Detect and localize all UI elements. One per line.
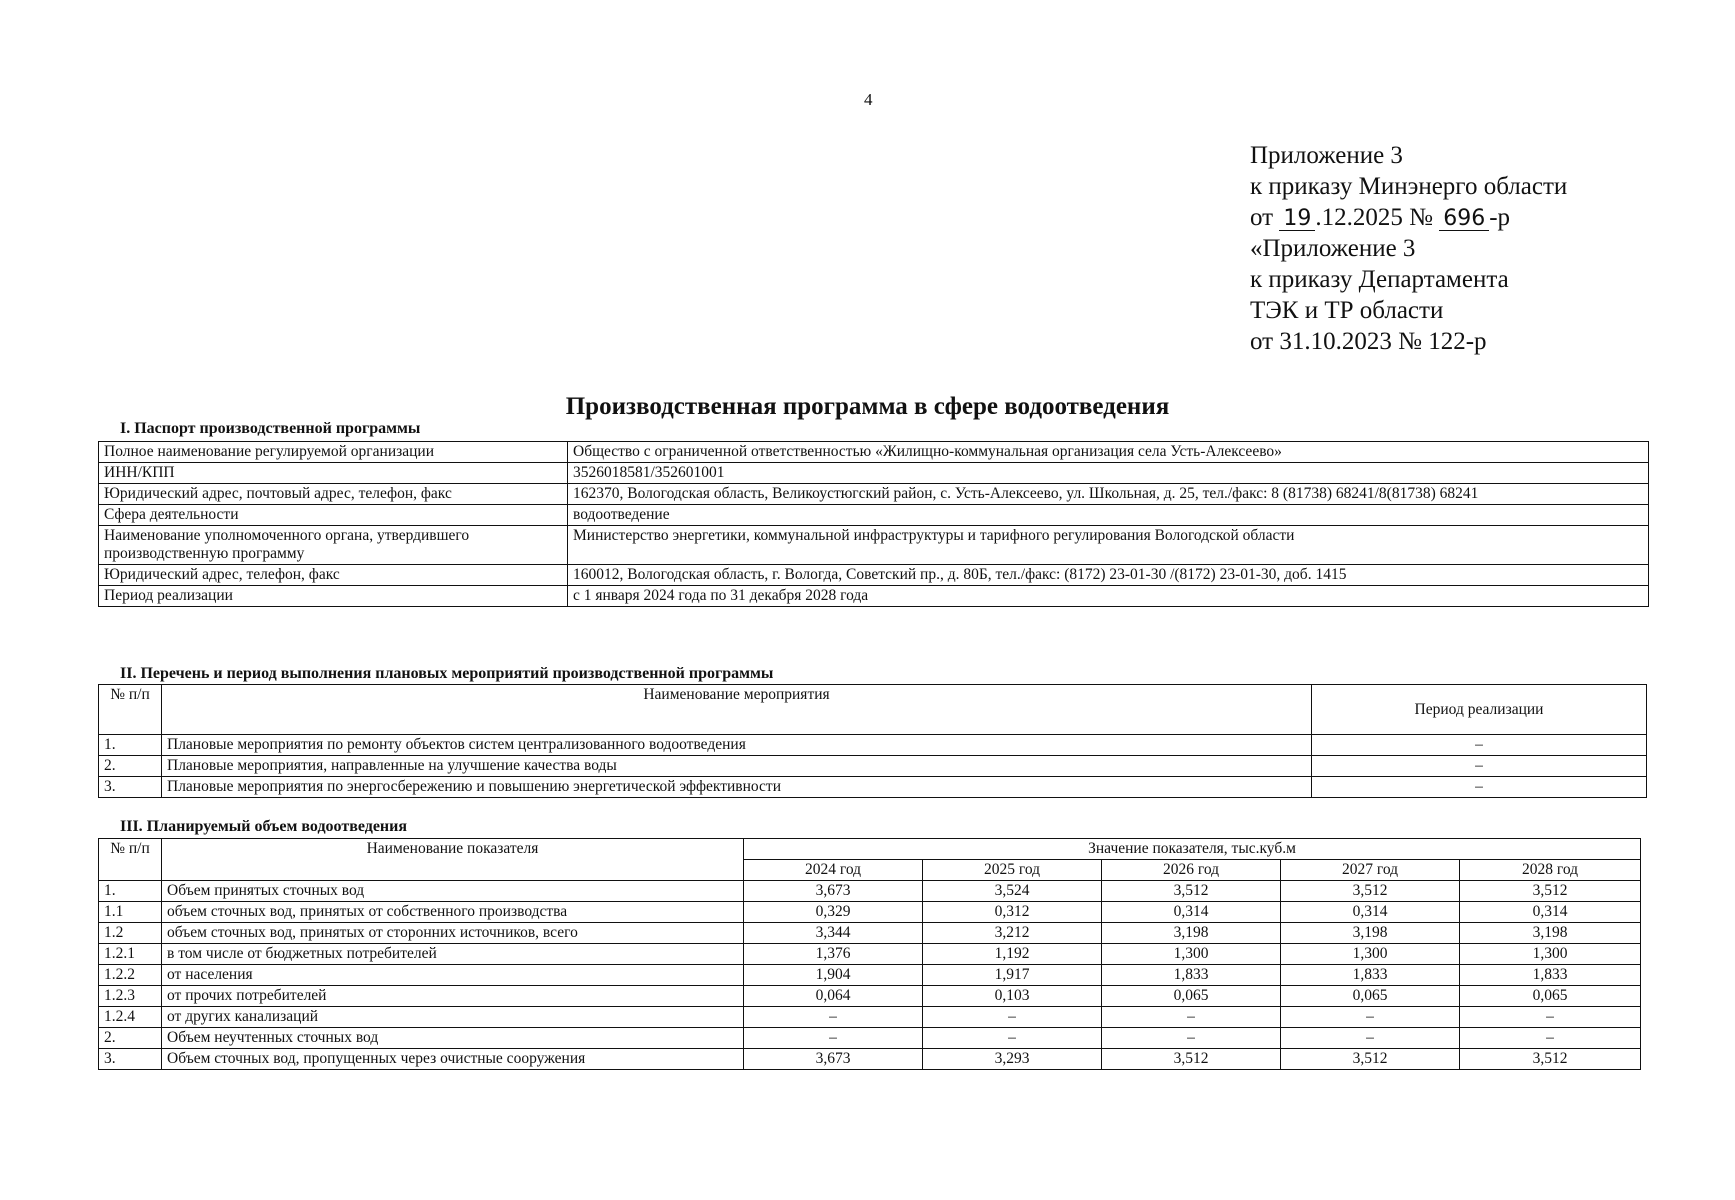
passport-label: Сфера деятельности [99,505,568,526]
volume-num: 2. [99,1028,162,1049]
page-number: 4 [864,90,873,109]
passport-label: Период реализации [99,586,568,607]
passport-row [99,442,1649,463]
volume-value: – [744,1007,923,1028]
activity-row [99,735,1647,756]
volume-row [99,902,1641,923]
volume-num: 1.2 [99,923,162,944]
volume-value: 3,293 [923,1049,1102,1070]
volume-name: Объем сточных вод, пропущенных через очистные сооружения [162,1049,744,1070]
volume-value: 1,300 [1460,944,1641,965]
volume-header-name: Наименование показателя [162,839,744,881]
appendix-line: от 31.10.2023 № 122-р [1250,328,1487,355]
volume-header-group: Значение показателя, тыс.куб.м [744,839,1641,860]
volume-num: 1. [99,881,162,902]
volume-num: 1.1 [99,902,162,923]
activity-name: Плановые мероприятия по ремонту объектов систем централизованного водоотведения [162,735,1312,756]
volume-name: объем сточных вод, принятых от сторонних источников, всего [162,923,744,944]
volume-value: 3,673 [744,1049,923,1070]
passport-value: Общество с ограниченной ответственностью «Жилищно-коммунальная организация села Усть-Алексеево» [568,442,1649,463]
handwritten-order-number: 696 [1439,208,1489,231]
section-1-title: I. Паспорт производственной программы [120,420,421,437]
appendix-line: Приложение 3 [1250,142,1403,169]
passport-label: Наименование уполномоченного органа, утвердившего производственную программу [99,526,568,565]
volume-value: 1,833 [1102,965,1281,986]
volume-row [99,986,1641,1007]
appendix-header [1250,140,1567,357]
passport-row [99,484,1649,505]
passport-row [99,565,1649,586]
passport-label: Юридический адрес, почтовый адрес, телефон, факс [99,484,568,505]
volume-value: 0,065 [1281,986,1460,1007]
volume-row [99,1007,1641,1028]
volume-value: 3,524 [923,881,1102,902]
passport-value: 3526018581/352601001 [568,463,1649,484]
activity-period: – [1312,777,1647,798]
volume-value: 0,314 [1281,902,1460,923]
passport-value: водоотведение [568,505,1649,526]
volume-value: 3,344 [744,923,923,944]
volume-header-year: 2026 год [1102,860,1281,881]
volume-value: – [923,1007,1102,1028]
volume-value: 3,198 [1460,923,1641,944]
volume-value: 0,065 [1102,986,1281,1007]
passport-label: ИНН/КПП [99,463,568,484]
volume-value: 1,300 [1102,944,1281,965]
volume-num: 1.2.2 [99,965,162,986]
activity-row [99,756,1647,777]
volume-value: 1,192 [923,944,1102,965]
volume-name: от других канализаций [162,1007,744,1028]
volume-value: 3,512 [1460,881,1641,902]
volume-value: 3,512 [1281,881,1460,902]
volume-value: – [1102,1007,1281,1028]
passport-row [99,526,1649,565]
volume-value: – [923,1028,1102,1049]
appendix-line: к приказу Департамента [1250,266,1509,293]
volume-value: 1,833 [1281,965,1460,986]
activity-num: 2. [99,756,162,777]
volume-value: 1,376 [744,944,923,965]
volume-value: 0,103 [923,986,1102,1007]
volume-value: 1,833 [1460,965,1641,986]
volume-name: объем сточных вод, принятых от собственного производства [162,902,744,923]
passport-row [99,463,1649,484]
volume-row [99,965,1641,986]
activities-header-name: Наименование мероприятия [162,685,1312,735]
activities-header-period: Период реализации [1312,685,1647,735]
volume-row [99,1049,1641,1070]
volume-value: 3,512 [1102,1049,1281,1070]
passport-value: с 1 января 2024 года по 31 декабря 2028 года [568,586,1649,607]
volume-header-year: 2024 год [744,860,923,881]
section-2-title: II. Перечень и период выполнения плановых мероприятий производственной программы [120,665,774,682]
activity-num: 1. [99,735,162,756]
volume-table [98,838,1641,1070]
volume-value: – [1460,1007,1641,1028]
volume-row [99,1028,1641,1049]
appendix-from-label: от [1250,204,1274,231]
volume-name: в том числе от бюджетных потребителей [162,944,744,965]
volume-value: 1,300 [1281,944,1460,965]
volume-value: 0,312 [923,902,1102,923]
volume-value: 3,512 [1460,1049,1641,1070]
passport-label: Юридический адрес, телефон, факс [99,565,568,586]
volume-value: 0,314 [1460,902,1641,923]
activity-period: – [1312,756,1647,777]
volume-row [99,881,1641,902]
volume-value: – [744,1028,923,1049]
activities-header-num: № п/п [99,685,162,735]
volume-num: 1.2.3 [99,986,162,1007]
volume-header-year: 2027 год [1281,860,1460,881]
passport-row [99,505,1649,526]
volume-value: – [1102,1028,1281,1049]
volume-value: – [1281,1028,1460,1049]
volume-value: 1,904 [744,965,923,986]
activity-num: 3. [99,777,162,798]
appendix-date-middle: .12.2025 № [1315,204,1433,231]
passport-value: Министерство энергетики, коммунальной инфраструктуры и тарифного регулирования Вологодской области [568,526,1649,565]
volume-value: 0,064 [744,986,923,1007]
volume-header-year: 2025 год [923,860,1102,881]
handwritten-day: 19 [1279,208,1315,231]
appendix-line: «Приложение 3 [1250,235,1416,262]
volume-name: от прочих потребителей [162,986,744,1007]
volume-num: 1.2.4 [99,1007,162,1028]
volume-row [99,923,1641,944]
appendix-line: ТЭК и ТР области [1250,297,1444,324]
volume-num: 3. [99,1049,162,1070]
volume-name: от населения [162,965,744,986]
passport-row [99,586,1649,607]
volume-header-year: 2028 год [1460,860,1641,881]
volume-value: 3,198 [1102,923,1281,944]
passport-value: 160012, Вологодская область, г. Вологда, Советский пр., д. 80Б, тел./факс: (8172) 23-01-30 /(8172) 23-01-30, доб. 1415 [568,565,1649,586]
section-3-title: III. Планируемый объем водоотведения [120,818,408,835]
volume-name: Объем принятых сточных вод [162,881,744,902]
activity-row [99,777,1647,798]
volume-value: – [1460,1028,1641,1049]
volume-value: – [1281,1007,1460,1028]
volume-value: 3,512 [1102,881,1281,902]
volume-value: 3,212 [923,923,1102,944]
volume-value: 1,917 [923,965,1102,986]
volume-value: 3,512 [1281,1049,1460,1070]
document-title: Производственная программа в сфере водоотведения [565,393,1170,420]
volume-name: Объем неучтенных сточных вод [162,1028,744,1049]
activity-name: Плановые мероприятия по энергосбережению и повышению энергетической эффективности [162,777,1312,798]
volume-header-num: № п/п [99,839,162,881]
appendix-order-date-line [1250,202,1567,233]
activity-name: Плановые мероприятия, направленные на улучшение качества воды [162,756,1312,777]
volume-row [99,944,1641,965]
appendix-line: к приказу Минэнерго области [1250,173,1568,200]
volume-num: 1.2.1 [99,944,162,965]
appendix-suffix: -р [1489,204,1511,231]
activities-table [98,684,1647,798]
volume-value: 0,065 [1460,986,1641,1007]
passport-label: Полное наименование регулируемой организации [99,442,568,463]
passport-value: 162370, Вологодская область, Великоустюгский район, с. Усть-Алексеево, ул. Школьная, д. 25, тел./факс: 8 (81738) 68241/8(81738) 68241 [568,484,1649,505]
passport-table [98,441,1649,607]
volume-value: 3,198 [1281,923,1460,944]
activity-period: – [1312,735,1647,756]
volume-value: 3,673 [744,881,923,902]
volume-value: 0,314 [1102,902,1281,923]
volume-value: 0,329 [744,902,923,923]
